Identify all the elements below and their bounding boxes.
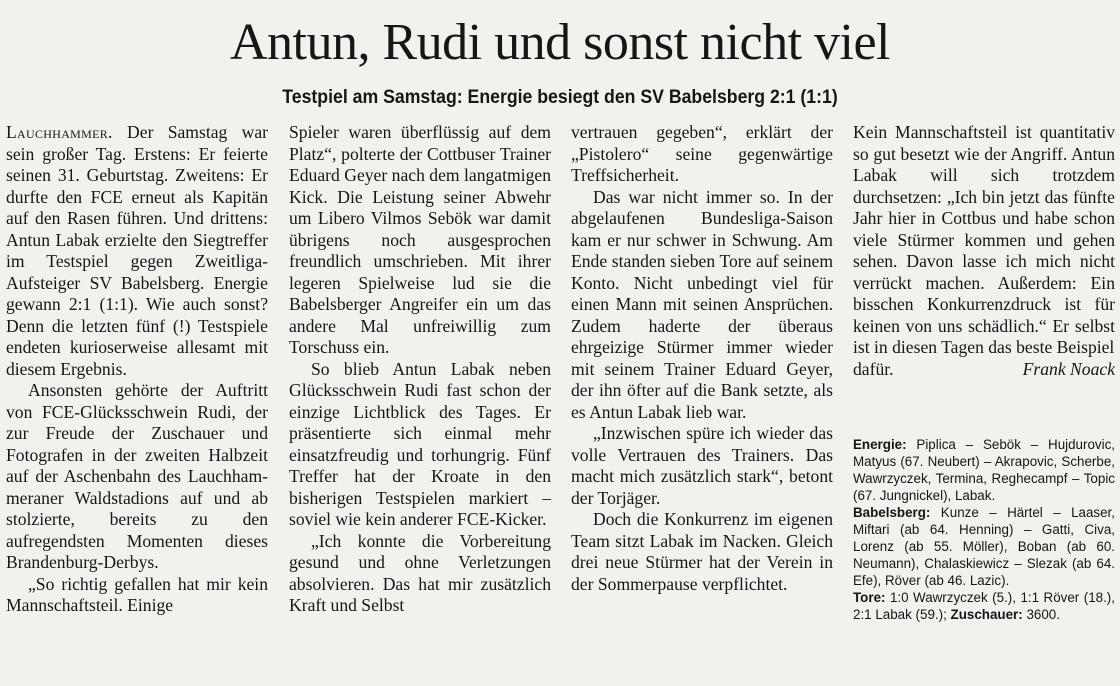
- paragraph: vertrauen gegeben“, erklärt der „Pistolero“ seine gegenwärtige Treffsicherheit.: [571, 122, 833, 185]
- article-column-3: [571, 122, 833, 595]
- goals-text: 1:0 Wawrzyczek (5.), 1:1 Röver (18.), 2:1 Labak (59.);: [853, 590, 1115, 622]
- author-name: Frank Noack: [1022, 358, 1115, 379]
- article-column-1: [6, 122, 268, 617]
- headline: Antun, Rudi und sonst nicht viel: [230, 14, 890, 71]
- article-column-4: [853, 122, 1115, 380]
- goals-label: Tore:: [853, 590, 886, 605]
- paragraph: Das war nicht immer so. In der abgelaufenen Bundesliga-Saison kam er nur schwer in Schwung. Am Ende standen sieben Tore auf seinem Konto. Nicht unbedingt viel für einen Mann mit seinen Ansprüchen. Zudem haderte der überaus ehrgeizige Stürmer immer wieder mit seinem Trainer Eduard Geyer, der ihn öfter auf die Bank setzte, als es Antun Labak lieb war.: [571, 186, 833, 422]
- paragraph: „Ich konnte die Vorbereitung gesund und ohne Verletzungen absolvieren. Das hat mir zusätzlich Kraft und Selbst: [289, 530, 551, 615]
- lineup-team-label: Babelsberg:: [853, 505, 931, 520]
- paragraph: So blieb Antun Labak neben Glücksschwein Rudi fast schon der einzige Lichtblick des Tages. Er präsentierte sich einmal mehr einsatzfreudig und torhungrig. Fünf Treffer hat der Kroate in den bisherigen Testspielen markiert – soviel wie kein anderer FCE-Kicker.: [289, 358, 551, 529]
- paragraph: Kein Mannschaftsteil ist quantitativ so gut besetzt wie der Angriff. Antun Labak will sich trotzdem durchsetzen: „Ich bin jetzt das fünfte Jahr hier in Cottbus und habe schon viele Stürmer kommen und gehen sehen. Davon lasse ich mich nicht verrückt machen. Außerdem: Ein bisschen Konkurrenzdruck ist für keinen von uns schädlich.“ Er selbst ist in diesen Tagen das beste Beispiel: [853, 122, 1115, 357]
- dateline: Lauchhammer.: [6, 122, 113, 142]
- paragraph: Ansonsten gehörte der Auftritt von FCE-Glücksschwein Rudi, der zur Freude der Zuschauer und Fotografen in der zweiten Halbzeit auf der Aschenbahn des Lauchhammeraner Waldstadions auf und ab stolzierte, bereits zu den aufregendsten Momenten dieses Brandenburg-Derbys.: [6, 380, 268, 572]
- lineup-box: [853, 436, 1115, 623]
- lineup-team-label: Energie:: [853, 437, 907, 452]
- lineup-team-players: Piplica – Sebök – Hujdurovic, Matyus (67. Neubert) – Akrapovic, Scherbe, Wawrzyczek, Termina, Reghecampf – Topic (67. Jungnickel), Labak.: [853, 437, 1115, 503]
- paragraph: Doch die Konkurrenz im eigenen Team sitzt Labak im Nacken. Gleich drei neue Stürmer hat der Verein in der Sommerpause verpflichtet.: [571, 509, 833, 594]
- attendance-text: 3600.: [1022, 607, 1060, 622]
- paragraph: „So richtig gefallen hat mir kein Mannschaftsteil. Einige: [6, 573, 268, 615]
- subheadline: Testpiel am Samstag: Energie besiegt den SV Babelsberg 2:1 (1:1): [282, 87, 838, 108]
- paragraph: Der Samstag war sein großer Tag. Erstens: Er feierte seinen 31. Geburtstag. Zweitens: Er durfte den FCE erneut als Kapitän auf den Rasen führen. Und drittens: Antun Labak erzielte den Siegtreffer im Testspiel gegen Zweitliga-Aufsteiger SV Babelsberg. Energie gewann 2:1 (1:1). Wie auch sonst? Denn die letzten fünf (!) Testspiele endeten kurioserweise allesamt mit diesem Ergebnis.: [6, 122, 268, 379]
- attendance-label: Zuschauer:: [950, 607, 1023, 622]
- lineup-team-players: Kunze – Härtel – Laaser, Miftari (ab 64. Henning) – Gatti, Civa, Lorenz (ab 55. Möller), Boban (ab 60. Neumann), Chalaskiewicz – Slezak (ab 64. Efe), Röver (ab 46. Lazic).: [853, 505, 1115, 588]
- paragraph-end: dafür.: [853, 358, 894, 379]
- paragraph: Spieler waren überflüssig auf dem Platz“, polterte der Cottbuser Trainer Eduard Geyer nach dem langatmigen Kick. Die Leistung seiner Abwehr um Libero Vilmos Sebök war damit übrigens noch ausgesprochen freundlich umschrieben. Mit ihrer legeren Spielweise lud sie die Babelsberger Angreifer ein um das andere Mal unfreiwillig zum Torschuss ein.: [289, 122, 551, 357]
- paragraph: „Inzwischen spüre ich wieder das volle Vertrauen des Trainers. Das macht mich zusätzlich stark“, betont der Torjäger.: [571, 423, 833, 508]
- article-column-2: [289, 122, 551, 617]
- byline: [853, 359, 1115, 381]
